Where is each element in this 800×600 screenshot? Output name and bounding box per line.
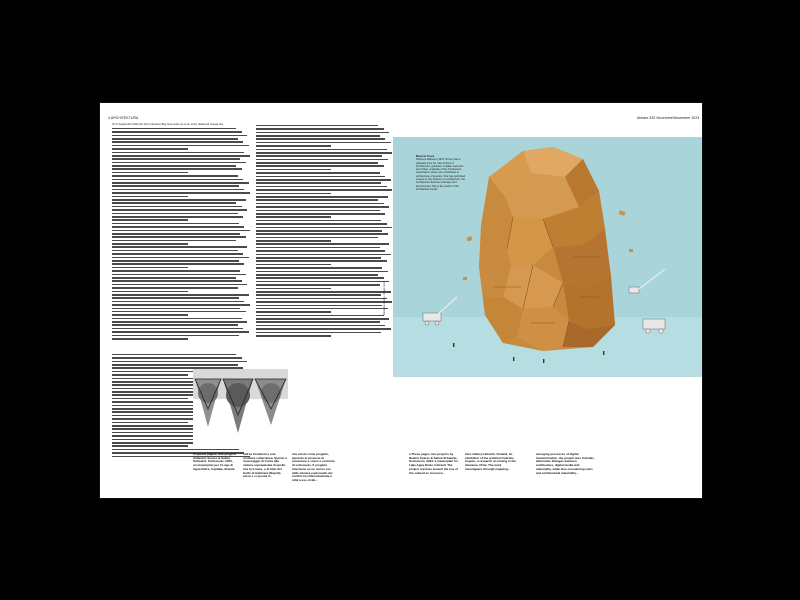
text-line — [256, 189, 392, 191]
text-line — [256, 216, 331, 218]
text-line — [112, 209, 247, 211]
text-line — [112, 335, 239, 337]
text-line — [256, 332, 381, 334]
text-line — [112, 301, 244, 303]
text-line — [112, 216, 243, 218]
text-line — [256, 237, 378, 239]
text-line — [256, 203, 384, 205]
author-bio — [416, 155, 466, 191]
text-line — [112, 182, 249, 184]
text-line — [112, 246, 247, 248]
text-line — [112, 165, 236, 167]
text-line — [112, 131, 242, 133]
text-line — [112, 189, 244, 191]
text-line — [256, 227, 392, 229]
text-line — [112, 196, 188, 198]
text-line — [112, 274, 246, 276]
text-line — [112, 226, 244, 228]
text-line — [256, 152, 392, 154]
text-line — [256, 298, 387, 300]
text-line — [256, 247, 380, 249]
text-line — [112, 324, 238, 326]
text-line — [112, 449, 239, 451]
text-line — [256, 206, 389, 208]
text-line — [112, 202, 236, 204]
text-line — [256, 308, 388, 310]
text-line — [256, 193, 331, 195]
text-line — [112, 311, 246, 313]
text-line — [112, 152, 244, 154]
text-line — [256, 311, 331, 313]
text-line — [112, 267, 188, 269]
body-intro: On 6 September 2020 the San Francisco Bay Area woke up to an eerily darkened orange sky. — [112, 123, 224, 126]
text-line — [256, 328, 391, 330]
text-line — [256, 135, 380, 137]
right-page-folio: Abitare 632 Novembre/November 2023 — [637, 116, 700, 120]
text-line — [256, 284, 380, 286]
text-line — [256, 260, 387, 262]
text-line — [256, 257, 381, 259]
text-line — [256, 145, 331, 147]
text-line — [112, 257, 249, 259]
text-line — [256, 250, 385, 252]
text-line — [256, 301, 392, 303]
text-line — [256, 138, 385, 140]
text-line — [256, 155, 382, 157]
caption-4: a These pages, two projects by Beatriz Soares & Salma Schwartz, Sottosuolo, 2023, a masterplan for Lake Agua Dulce in Brazil. The project revolves around the use of the subsoil as resource... — [409, 452, 459, 475]
text-line — [112, 354, 236, 356]
text-line — [256, 254, 391, 256]
text-line — [256, 210, 380, 212]
text-line — [256, 169, 331, 171]
text-line — [256, 182, 381, 184]
text-line — [112, 135, 247, 137]
text-line — [112, 338, 188, 340]
text-line — [256, 162, 378, 164]
text-line — [256, 165, 384, 167]
text-line — [112, 318, 242, 320]
text-line — [112, 148, 188, 150]
text-line — [256, 264, 331, 266]
text-line — [112, 294, 249, 296]
text-line — [112, 270, 240, 272]
text-line — [256, 281, 389, 283]
text-line — [112, 175, 238, 177]
text-line — [256, 125, 378, 127]
text-line — [256, 233, 388, 235]
text-line — [112, 199, 246, 201]
text-line — [256, 267, 382, 269]
text-line — [256, 321, 380, 323]
text-line — [256, 294, 381, 296]
text-line — [112, 236, 246, 238]
text-line — [112, 361, 247, 363]
text-line — [112, 263, 244, 265]
text-line — [256, 274, 378, 276]
text-line — [112, 172, 188, 174]
text-line — [112, 155, 250, 157]
text-line — [112, 314, 188, 316]
text-line — [112, 230, 250, 232]
text-line — [112, 240, 236, 242]
text-line — [256, 325, 385, 327]
left-page-folio: 4 ARCHITEKTURA — [108, 116, 139, 120]
text-line — [112, 138, 238, 140]
caption-3: che esiste come progetto, aprendo ai processi di estrazione e scavo e costruire di sottosuolo. Il progetto interviene su un nuovo uso delle miniere esplorando dei confini tra città industriale e città a uso civile... — [292, 452, 335, 482]
text-line — [112, 145, 249, 147]
text-line — [256, 318, 389, 320]
text-line — [112, 291, 188, 293]
text-line — [256, 220, 381, 222]
text-line — [112, 422, 188, 424]
text-line — [112, 277, 236, 279]
text-line — [256, 335, 331, 337]
text-line — [112, 250, 238, 252]
caption-1: In queste pagine, due progetti di Beatriz Soares & Salma Schwartz, Sottosuolo, 2023, un masterplan per il Lago di Agua Dulce, Capitale, Brasile. — [193, 452, 236, 471]
text-line — [112, 308, 240, 310]
text-line — [112, 233, 240, 235]
text-line — [112, 398, 188, 400]
text-line — [112, 445, 188, 447]
bio-text: Rebecca Malouse (1975, Rome) has a graduate from the Yale School of Architecture, graduate in Italian and Latin and Urban, graduate of the Architecture Association, where she contributes to architecture of practice. She has published essays on the Science on Architecture, the Architecture Science of Design and Environment. She is the author of the Architecture books — [416, 158, 466, 191]
text-line — [256, 240, 331, 242]
text-line — [256, 172, 380, 174]
text-line — [256, 291, 391, 293]
image-credit: Immagine credito / Image credit — [383, 281, 386, 315]
text-line — [256, 142, 391, 144]
greeked-lines-column-2 — [256, 123, 392, 337]
text-line — [256, 305, 382, 307]
text-line — [256, 271, 388, 273]
text-line — [112, 374, 188, 376]
text-line — [112, 128, 236, 130]
caption-2: sull'ex Ciminiera e una struttura sotterranea. Questo è il passaggio di fronte alla cintura sopraelevata di quello che fu il mare, e di fatto del Golfo di Gattinara (Napoli), cerca e si sposta il... — [243, 452, 288, 479]
text-line — [112, 179, 243, 181]
bio-name: Marjorie Tosca — [416, 155, 435, 158]
text-line — [112, 304, 250, 306]
text-line — [112, 185, 239, 187]
text-line — [112, 297, 239, 299]
text-line — [256, 213, 385, 215]
text-line — [112, 206, 242, 208]
greeked-lines-column-1 — [112, 126, 250, 340]
text-line — [112, 223, 239, 225]
triangle-mountain-illustration — [193, 369, 288, 445]
text-line — [112, 287, 238, 289]
text-line — [112, 321, 247, 323]
text-line — [256, 277, 384, 279]
text-line — [112, 364, 238, 366]
text-line — [256, 230, 382, 232]
text-line — [112, 284, 247, 286]
caption-6: emerging processes of digital transformation, the project also includes alternative linkages between architecture, digital media and materiality, while also considering ruins and architectural materiality... — [536, 452, 595, 475]
text-line — [256, 315, 384, 317]
text-line — [112, 328, 243, 330]
text-line — [256, 128, 384, 130]
text-line — [112, 253, 243, 255]
text-line — [112, 243, 188, 245]
text-line — [112, 357, 242, 359]
text-line — [112, 331, 249, 333]
caption-5: Zero Gallery Helsinki, Finland, an exhibition of the architect Fabrizio Caputo, a research on mining in the Atacama, Chile. The work investigates through mapping... — [465, 452, 517, 471]
text-line — [256, 179, 391, 181]
text-line — [256, 176, 385, 178]
text-line — [112, 168, 242, 170]
text-line — [256, 186, 387, 188]
text-line — [112, 192, 250, 194]
text-line — [112, 280, 242, 282]
text-line — [112, 162, 246, 164]
text-line — [256, 196, 388, 198]
text-line — [256, 149, 387, 151]
text-line — [256, 223, 387, 225]
text-line — [112, 158, 240, 160]
text-line — [256, 243, 389, 245]
text-line — [112, 213, 238, 215]
text-line — [112, 260, 239, 262]
text-line — [256, 159, 388, 161]
text-line — [256, 199, 378, 201]
text-line — [256, 288, 331, 290]
text-line — [112, 141, 243, 143]
text-line — [256, 132, 389, 134]
text-line — [112, 219, 188, 221]
